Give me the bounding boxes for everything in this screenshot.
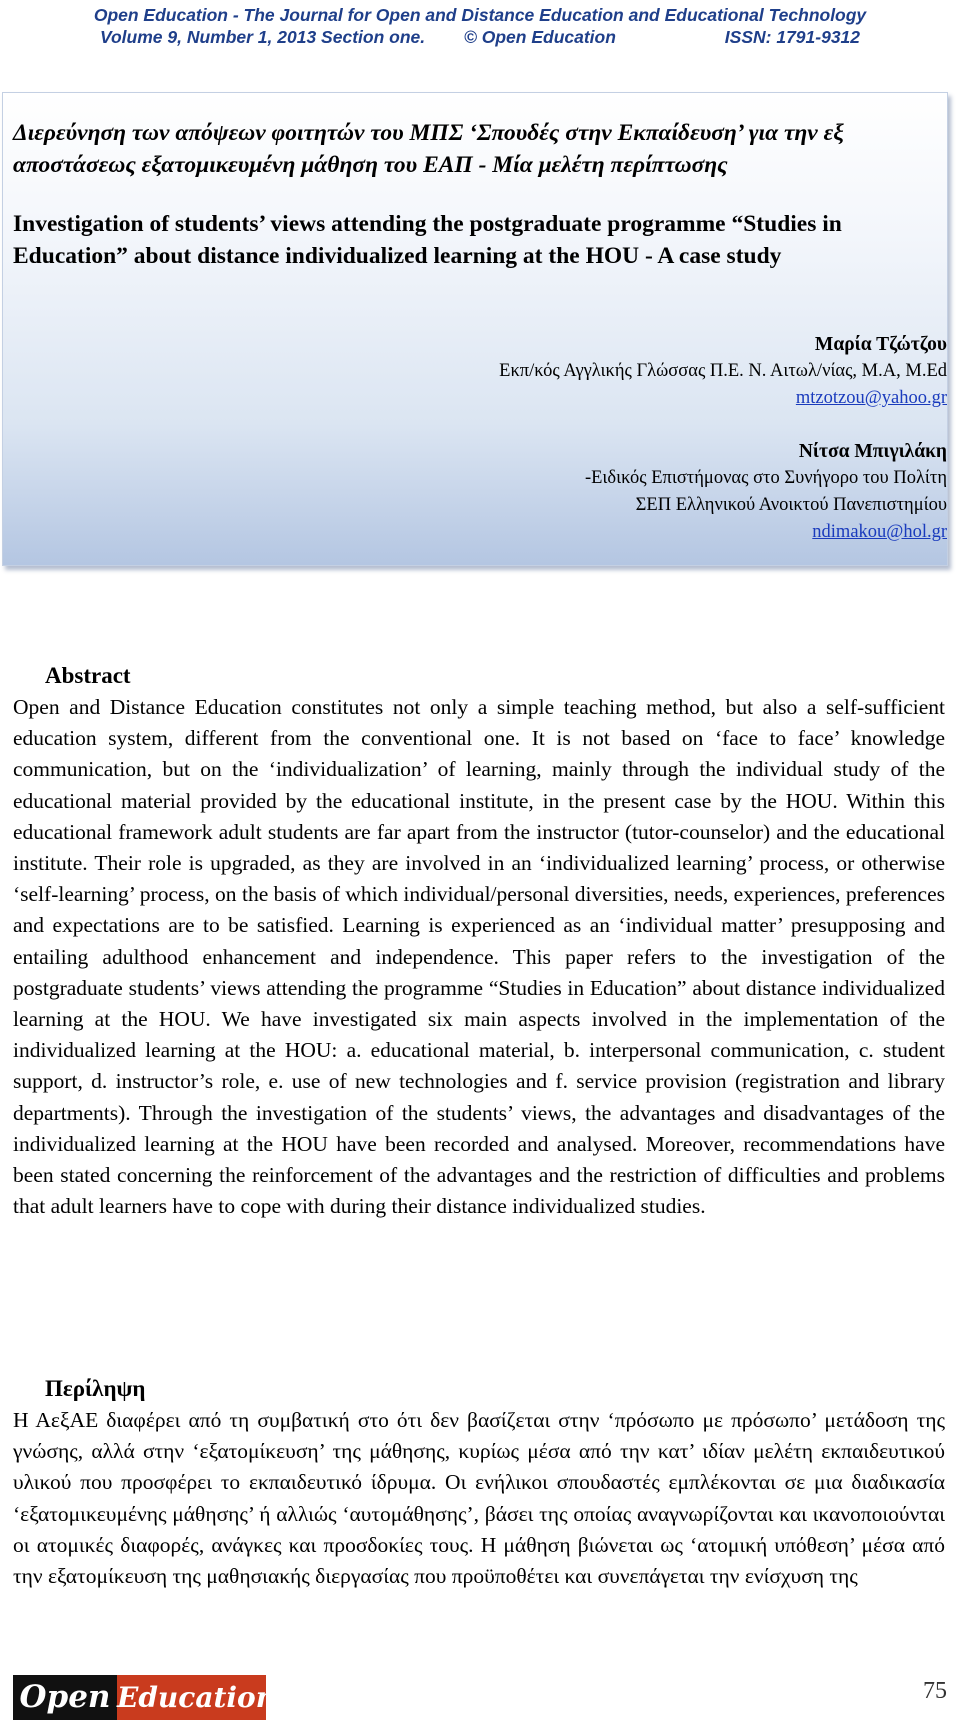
- author-affiliation: -Ειδικός Επιστήμονας στο Συνήγορο του Πολίτη: [584, 468, 947, 488]
- journal-publisher: © Open Education: [463, 27, 616, 47]
- author-name: Μαρία Τζώτζου: [814, 334, 947, 355]
- author-email-link[interactable]: ndimakou@hol.gr: [812, 522, 947, 542]
- author-affiliation: Εκπ/κός Αγγλικής Γλώσσας Π.Ε. Ν. Αιτωλ/νίας, M.A, M.Ed: [499, 361, 947, 381]
- journal-header: [0, 4, 960, 48]
- authors-block: [307, 331, 947, 546]
- open-education-logo: [13, 1675, 277, 1720]
- title-english: Investigation of students’ views attending the postgraduate programme “Studies in Education” about distance individualized learning at the HOU - A case study: [13, 211, 842, 269]
- title-greek: Διερεύνηση των απόψεων φοιτητών του ΜΠΣ ‘Σπουδές στην Εκπαίδευση’ για την εξ αποστάσεως εξατομικευμένη μάθηση του ΕΑΠ - Μία μελέτη περίπτωσης: [13, 120, 844, 178]
- logo-open-text: Open: [13, 1675, 117, 1720]
- author-name: Νίτσα Μπιγιλάκη: [798, 441, 947, 462]
- logo-education-text: Education: [117, 1675, 266, 1720]
- summary-text: Η ΑεξΑΕ διαφέρει από τη συμβατική στο ότι δεν βασίζεται στην ‘πρόσωπο με πρόσωπο’ μετάδοση της γνώσης, αλλά στην ‘εξατομίκευση’ της μάθησης, κυρίως μέσα από την κατ’ ιδίαν μελέτη εκπαιδευτικού υλικού που προσφέρει το εκπαιδευτικό ίδρυμα. Οι ενήλικοι σπουδαστές εμπλέκονται σε μια διαδικασία ‘εξατομικευμένης μάθησης’ ή αλλιώς ‘αυτομάθησης’, βάσει της οποίας αναγνωρίζονται και ικανοποιούνται οι ατομικές διαφορές, ανάγκες και προσδοκίες τους. Η μάθηση βιώνεται ως ‘ατομική υπόθεση’ μέσα από την εξατομίκευση της μαθησιακής διεργασίας που προϋποθέτει και συνεπάγεται την ενίσχυση της: [13, 1408, 945, 1589]
- abstract-text: Open and Distance Education constitutes not only a simple teaching method, but also a self-sufficient education system, different from the conventional one. It is not based on ‘face to face’ knowledge communication, but on the ‘individualization’ of learning, mainly through the individual study of the educational material provided by the educational institute, in the present case by the HOU. Within this educational framework adult students are far apart from the instructor (tutor-counselor) and the educational institute. Their role is upgraded, as they are involved in an ‘individualized learning’ process, or otherwise ‘self-learning’ process, on the basis of which individual/personal diversities, needs, experiences, preferences and expectations are to be satisfied. Learning is experienced as an ‘individual matter’ presupposing and entailing adulthood enhancement and independence. This paper refers to the investigation of the postgraduate students’ views attending the programme “Studies in Education” about distance individualized learning at the HOU. We have investigated six main aspects involved in the implementation of the individualized learning at the HOU: a. educational material, b. interpersonal communication, c. student support, d. instructor’s role, e. use of new technologies and f. service provision (registration and library departments). Through the investigation of the students’ views, the advantages and disadvantages of the individualized learning at the HOU have been recorded and analysed. Moreover, recommendations have been stated concerning the reinforcement of the advantages and the restriction of difficulties and problems that adult learners have to cope with during their distance individualized studies.: [13, 695, 945, 1219]
- page-number: 75: [923, 1678, 947, 1704]
- journal-issn: ISSN: 1791-9312: [724, 27, 861, 47]
- author-affiliation: ΣΕΠ Ελληνικού Ανοικτού Πανεπιστημίου: [635, 495, 947, 515]
- journal-volume: Volume 9, Number 1, 2013 Section one.: [99, 27, 426, 47]
- journal-title: Open Education - The Journal for Open and Distance Education and Educational Technology: [93, 5, 867, 25]
- title-box: [2, 92, 948, 566]
- summary-heading: Περίληψη: [45, 1376, 146, 1401]
- abstract-heading: Abstract: [45, 663, 131, 688]
- journal-issue-line: [0, 26, 960, 48]
- author-email-link[interactable]: mtzotzou@yahoo.gr: [795, 388, 947, 408]
